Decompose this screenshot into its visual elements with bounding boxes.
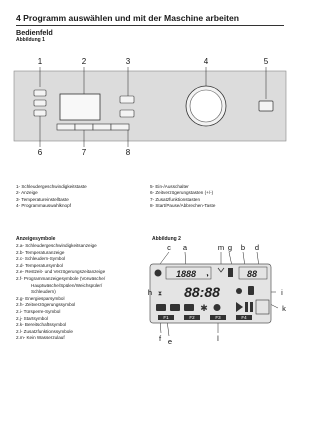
symbol-item: 2.j- Startsymbol [16,315,48,321]
legend-item: 7- Zusatzfunktionstasten [150,196,201,202]
rpm-icon: ◑ [205,273,209,279]
legend-left [16,184,87,209]
callout-b: b [240,243,246,252]
callout-c: c [167,243,171,252]
symbol-item: 2.l- Zusatzfunktionssymbole [16,328,73,334]
page-title: 4 Programm auswählen und mit der Maschine arbeiten [16,13,240,23]
symbol-item: 2.g- Energiesparsymbol [16,295,65,301]
spin-speed-digits: 1888 [175,269,197,279]
callout-5: 5 [263,57,269,66]
callout-g: g [227,243,233,252]
panel-body [14,71,286,141]
time-delay-minus-button [34,100,46,106]
pause-icon [245,302,248,312]
section-heading: Bedienfeld [16,28,53,37]
callout-f: f [158,334,162,343]
symbol-item: 2.k- Bereitschaftssymbol [16,322,67,328]
symbol-item: 2.f- Programmanzeigesymbole (Vorwäsche/ [16,275,106,281]
figure-1-caption: Abbildung 1 [16,37,45,43]
auxiliary-function-buttons [57,124,129,130]
display-screen [60,94,100,120]
control-panel-diagram [0,44,300,179]
legend-item: 4- Programmauswahlknopf [16,202,71,208]
symbol-item: Hauptwäsche/Spülen/Weichspüler/ [31,282,103,288]
start-pause-button [120,110,134,117]
function-label-f3: F3 [215,315,221,320]
legend-right [150,184,215,209]
callout-4: 4 [203,57,209,66]
legend-item: 1- Schleudergeschwindigkeitstaste [16,184,87,189]
callout-m: m [217,243,225,252]
figure-2-caption: Abbildung 2 [152,236,181,242]
function-label-f1: F1 [163,315,169,320]
legend-item: 2- Anzeige [16,190,38,196]
callout-e: e [167,337,173,346]
legend-item: 5- Ein-/Ausschalter [150,184,189,189]
temperature-icon [228,268,233,277]
spin-icon [155,270,162,277]
symbol-item: 2.m- Kein Wasserzulauf [16,335,65,341]
function-label-f4: F4 [241,315,247,320]
callout-7: 7 [81,148,87,157]
symbol-item: 2.d- Temperatursymbol [16,262,63,268]
legend-item: 3- Temperatureinstelltaste [16,196,69,202]
power-button [259,101,273,111]
display-symbols-diagram [144,240,294,372]
time-delay-plus-button [34,90,46,96]
callout-6: 6 [37,148,43,157]
callout-2: 2 [81,57,87,66]
legend-item: 8- Start/Pause/Abbrechen-Taste [150,202,216,208]
symbol-item: Schleudern) [31,289,56,295]
door-lock-icon [248,286,254,295]
legend-item: 6- Zeitverzögerungstasten (+/-) [150,190,214,196]
display-symbols-title: Anzeigesymbole [16,236,56,242]
symbol-item: 2.i- Türsperre-Symbol [16,308,61,314]
symbol-item: 2.a- Schleudergeschwindigkeitsanzeige [16,243,97,248]
callout-a: a [182,243,188,252]
title-rule [16,25,284,26]
temperature-button [120,96,134,103]
callout-3: 3 [125,57,131,66]
callout-i: i [281,288,283,297]
water-icon [236,288,242,294]
callout-l: l [217,334,219,343]
callout-k: k [282,304,286,313]
display-symbols-list [16,243,105,342]
symbol-item: 2.h- Zeitverzögerungssymbol [16,302,76,308]
svg-text:✱: ✱ [200,303,208,313]
spin-speed-button [34,110,46,116]
time-digits: 88:88 [184,284,220,300]
callout-8: 8 [125,148,131,157]
symbol-item: 2.e- Restzeit- und Verzögerungszeitanzeige [16,269,106,275]
callout-h: h [147,288,153,297]
temperature-digits: 88 [246,269,258,279]
callout-d: d [254,243,260,252]
callout-1: 1 [37,57,43,66]
symbol-item: 2.b- Temperaturanzeige [16,249,65,255]
hourglass-icon: ⧗ [157,291,163,297]
function-label-f2: F2 [189,315,195,320]
symbol-item: 2.c- Schleudern-Symbol [16,256,66,262]
